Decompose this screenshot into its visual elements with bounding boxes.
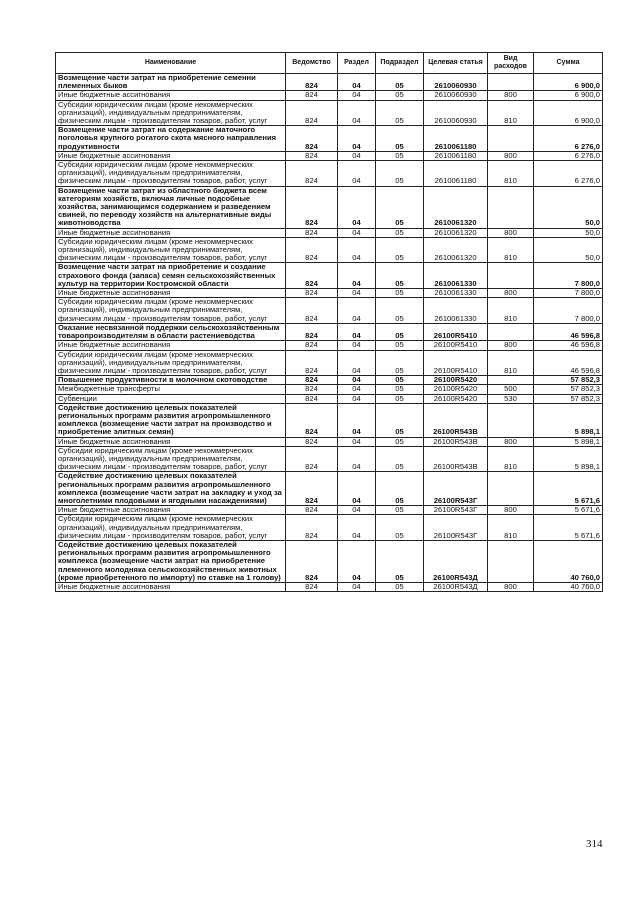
- cell-expense-type: 810: [488, 161, 534, 187]
- cell-razdel: 04: [338, 126, 376, 152]
- cell-expense-type: 800: [488, 437, 534, 446]
- cell-podrazdel: 05: [376, 472, 424, 506]
- cell-expense-type: 800: [488, 506, 534, 515]
- cell-vedomstvo: 824: [286, 237, 338, 263]
- cell-razdel: 04: [338, 151, 376, 160]
- table-row: [56, 323, 603, 340]
- cell-amount: 57 852,3: [534, 385, 603, 394]
- cell-podrazdel: 05: [376, 91, 424, 100]
- cell-podrazdel: 05: [376, 437, 424, 446]
- cell-target-article: 2610061180: [424, 161, 488, 187]
- header-target-article: Целевая статья: [424, 53, 488, 74]
- cell-podrazdel: 05: [376, 403, 424, 437]
- cell-target-article: 26100R5420: [424, 376, 488, 385]
- cell-vedomstvo: 824: [286, 126, 338, 152]
- cell-podrazdel: 05: [376, 385, 424, 394]
- cell-target-article: 2610061180: [424, 151, 488, 160]
- cell-vedomstvo: 824: [286, 540, 338, 582]
- cell-razdel: 04: [338, 228, 376, 237]
- table-row: [56, 540, 603, 582]
- cell-amount: 46 596,8: [534, 341, 603, 350]
- cell-razdel: 04: [338, 446, 376, 472]
- cell-target-article: 26100R543В: [424, 437, 488, 446]
- cell-vedomstvo: 824: [286, 323, 338, 340]
- cell-name: Субсидии юридическим лицам (кроме некоммерческих организаций), индивидуальным предпринимателям, физическим лицам - производителям товаров, работ, услуг: [56, 515, 286, 541]
- cell-target-article: 26100R543В: [424, 446, 488, 472]
- cell-vedomstvo: 824: [286, 506, 338, 515]
- cell-name: Субсидии юридическим лицам (кроме некоммерческих организаций), индивидуальным предпринимателям, физическим лицам - производителям товаров, работ, услуг: [56, 446, 286, 472]
- cell-name: Иные бюджетные ассигнования: [56, 91, 286, 100]
- table-header: [56, 53, 603, 74]
- cell-vedomstvo: 824: [286, 437, 338, 446]
- cell-amount: 50,0: [534, 186, 603, 228]
- cell-podrazdel: 05: [376, 237, 424, 263]
- cell-target-article: 26100R543Г: [424, 506, 488, 515]
- cell-podrazdel: 05: [376, 350, 424, 376]
- cell-name: Содействие достижению целевых показателей региональных программ развития агропромышленного комплекса (возмещение части затрат на закладку и уход за многолетними плодовыми и ягодными насаждениями): [56, 472, 286, 506]
- cell-razdel: 04: [338, 385, 376, 394]
- cell-name: Иные бюджетные ассигнования: [56, 341, 286, 350]
- cell-razdel: 04: [338, 323, 376, 340]
- cell-target-article: 26100R5420: [424, 394, 488, 403]
- cell-expense-type: 810: [488, 237, 534, 263]
- cell-expense-type: 500: [488, 385, 534, 394]
- cell-vedomstvo: 824: [286, 100, 338, 126]
- cell-razdel: 04: [338, 263, 376, 289]
- cell-amount: 6 276,0: [534, 151, 603, 160]
- cell-name: Субсидии юридическим лицам (кроме некоммерческих организаций), индивидуальным предпринимателям, физическим лицам - производителям товаров, работ, услуг: [56, 298, 286, 324]
- cell-podrazdel: 05: [376, 446, 424, 472]
- cell-expense-type: 810: [488, 446, 534, 472]
- cell-podrazdel: 05: [376, 582, 424, 591]
- table-row: [56, 74, 603, 91]
- cell-name: Повышение продуктивности в молочном скотоводстве: [56, 376, 286, 385]
- cell-razdel: 04: [338, 341, 376, 350]
- cell-amount: 5 671,6: [534, 472, 603, 506]
- cell-razdel: 04: [338, 437, 376, 446]
- cell-vedomstvo: 824: [286, 298, 338, 324]
- table-row: [56, 403, 603, 437]
- table-row: [56, 91, 603, 100]
- cell-target-article: 26100R543Г: [424, 472, 488, 506]
- cell-podrazdel: 05: [376, 540, 424, 582]
- header-amount: Сумма: [534, 53, 603, 74]
- cell-vedomstvo: 824: [286, 350, 338, 376]
- cell-expense-type: 800: [488, 151, 534, 160]
- cell-amount: 57 852,3: [534, 376, 603, 385]
- cell-vedomstvo: 824: [286, 263, 338, 289]
- cell-target-article: 2610061330: [424, 263, 488, 289]
- cell-vedomstvo: 824: [286, 151, 338, 160]
- cell-name: Иные бюджетные ассигнования: [56, 506, 286, 515]
- cell-vedomstvo: 824: [286, 91, 338, 100]
- cell-target-article: 2610060930: [424, 91, 488, 100]
- cell-podrazdel: 05: [376, 298, 424, 324]
- table-row: [56, 385, 603, 394]
- cell-amount: 6 900,0: [534, 100, 603, 126]
- cell-razdel: 04: [338, 540, 376, 582]
- cell-vedomstvo: 824: [286, 161, 338, 187]
- cell-name: Иные бюджетные ассигнования: [56, 289, 286, 298]
- header-razdel: Раздел: [338, 53, 376, 74]
- cell-name: Иные бюджетные ассигнования: [56, 151, 286, 160]
- table-row: [56, 515, 603, 541]
- header-name: Наименование: [56, 53, 286, 74]
- table-row: [56, 263, 603, 289]
- cell-vedomstvo: 824: [286, 385, 338, 394]
- cell-amount: 7 800,0: [534, 298, 603, 324]
- cell-name: Содействие достижению целевых показателей региональных программ развития агропромышленного комплекса (возмещение части затрат на производство и приобретение элитных семян): [56, 403, 286, 437]
- cell-name: Иные бюджетные ассигнования: [56, 437, 286, 446]
- cell-target-article: 2610061320: [424, 237, 488, 263]
- cell-razdel: 04: [338, 350, 376, 376]
- cell-razdel: 04: [338, 582, 376, 591]
- cell-expense-type: [488, 126, 534, 152]
- cell-expense-type: [488, 472, 534, 506]
- cell-name: Иные бюджетные ассигнования: [56, 582, 286, 591]
- cell-expense-type: 810: [488, 515, 534, 541]
- cell-target-article: 26100R5410: [424, 341, 488, 350]
- cell-vedomstvo: 824: [286, 289, 338, 298]
- cell-expense-type: 810: [488, 350, 534, 376]
- cell-expense-type: 800: [488, 341, 534, 350]
- cell-vedomstvo: 824: [286, 403, 338, 437]
- cell-podrazdel: 05: [376, 126, 424, 152]
- cell-vedomstvo: 824: [286, 228, 338, 237]
- cell-vedomstvo: 824: [286, 186, 338, 228]
- cell-name: Возмещение части затрат на приобретение и создание страхового фонда (запаса) семян сельскохозяйственных культур на территории Костромской области: [56, 263, 286, 289]
- cell-amount: 5 898,1: [534, 403, 603, 437]
- header-row: [56, 53, 603, 74]
- cell-target-article: 26100R543Д: [424, 582, 488, 591]
- cell-name: Межбюджетные трансферты: [56, 385, 286, 394]
- table-row: [56, 186, 603, 228]
- cell-expense-type: [488, 74, 534, 91]
- cell-target-article: 2610061320: [424, 186, 488, 228]
- cell-amount: 6 900,0: [534, 91, 603, 100]
- table-body: [56, 74, 603, 592]
- cell-expense-type: [488, 403, 534, 437]
- cell-razdel: 04: [338, 161, 376, 187]
- cell-razdel: 04: [338, 298, 376, 324]
- table-row: [56, 228, 603, 237]
- table-row: [56, 126, 603, 152]
- cell-podrazdel: 05: [376, 228, 424, 237]
- cell-expense-type: 530: [488, 394, 534, 403]
- cell-vedomstvo: 824: [286, 341, 338, 350]
- cell-name: Возмещение части затрат на приобретение семенни племенных быков: [56, 74, 286, 91]
- cell-target-article: 2610060930: [424, 100, 488, 126]
- cell-amount: 46 596,8: [534, 323, 603, 340]
- table-row: [56, 298, 603, 324]
- cell-amount: 7 800,0: [534, 289, 603, 298]
- cell-amount: 7 800,0: [534, 263, 603, 289]
- cell-amount: 50,0: [534, 228, 603, 237]
- cell-amount: 5 671,6: [534, 506, 603, 515]
- cell-podrazdel: 05: [376, 341, 424, 350]
- cell-name: Иные бюджетные ассигнования: [56, 228, 286, 237]
- cell-podrazdel: 05: [376, 289, 424, 298]
- table-row: [56, 161, 603, 187]
- cell-target-article: 2610061330: [424, 289, 488, 298]
- header-vedomstvo: Ведомство: [286, 53, 338, 74]
- cell-name: Субсидии юридическим лицам (кроме некоммерческих организаций), индивидуальным предпринимателям, физическим лицам - производителям товаров, работ, услуг: [56, 237, 286, 263]
- cell-expense-type: [488, 540, 534, 582]
- cell-expense-type: 800: [488, 289, 534, 298]
- cell-podrazdel: 05: [376, 515, 424, 541]
- cell-vedomstvo: 824: [286, 582, 338, 591]
- table-row: [56, 100, 603, 126]
- header-podrazdel: Подраздел: [376, 53, 424, 74]
- table-row: [56, 341, 603, 350]
- cell-target-article: 26100R5420: [424, 385, 488, 394]
- cell-razdel: 04: [338, 186, 376, 228]
- cell-vedomstvo: 824: [286, 394, 338, 403]
- cell-target-article: 26100R543Г: [424, 515, 488, 541]
- header-expense-type: Вид расходов: [488, 53, 534, 74]
- cell-razdel: 04: [338, 74, 376, 91]
- cell-razdel: 04: [338, 100, 376, 126]
- cell-podrazdel: 05: [376, 376, 424, 385]
- cell-podrazdel: 05: [376, 186, 424, 228]
- cell-target-article: 26100R543Д: [424, 540, 488, 582]
- cell-expense-type: 810: [488, 298, 534, 324]
- cell-target-article: 26100R543В: [424, 403, 488, 437]
- cell-podrazdel: 05: [376, 263, 424, 289]
- cell-expense-type: 800: [488, 582, 534, 591]
- cell-razdel: 04: [338, 506, 376, 515]
- cell-name: Субсидии юридическим лицам (кроме некоммерческих организаций), индивидуальным предпринимателям, физическим лицам - производителям товаров, работ, услуг: [56, 100, 286, 126]
- table-row: [56, 350, 603, 376]
- cell-expense-type: [488, 263, 534, 289]
- cell-expense-type: 810: [488, 100, 534, 126]
- cell-target-article: 2610061330: [424, 298, 488, 324]
- cell-amount: 40 760,0: [534, 582, 603, 591]
- cell-vedomstvo: 824: [286, 376, 338, 385]
- cell-amount: 40 760,0: [534, 540, 603, 582]
- cell-name: Оказание несвязанной поддержки сельскохозяйственным товаропроизводителям в области растениеводства: [56, 323, 286, 340]
- cell-razdel: 04: [338, 91, 376, 100]
- table-row: [56, 437, 603, 446]
- cell-razdel: 04: [338, 515, 376, 541]
- cell-target-article: 26100R5410: [424, 350, 488, 376]
- cell-name: Субсидии юридическим лицам (кроме некоммерческих организаций), индивидуальным предпринимателям, физическим лицам - производителям товаров, работ, услуг: [56, 350, 286, 376]
- cell-podrazdel: 05: [376, 323, 424, 340]
- cell-amount: 6 900,0: [534, 74, 603, 91]
- cell-razdel: 04: [338, 237, 376, 263]
- table-row: [56, 394, 603, 403]
- cell-target-article: 2610060930: [424, 74, 488, 91]
- cell-amount: 5 898,1: [534, 446, 603, 472]
- cell-podrazdel: 05: [376, 161, 424, 187]
- cell-amount: 5 898,1: [534, 437, 603, 446]
- cell-name: Субсидии юридическим лицам (кроме некоммерческих организаций), индивидуальным предпринимателям, физическим лицам - производителям товаров, работ, услуг: [56, 161, 286, 187]
- cell-podrazdel: 05: [376, 394, 424, 403]
- table-row: [56, 472, 603, 506]
- cell-target-article: 26100R5410: [424, 323, 488, 340]
- cell-name: Субвенции: [56, 394, 286, 403]
- table-row: [56, 237, 603, 263]
- cell-amount: 5 671,6: [534, 515, 603, 541]
- cell-amount: 50,0: [534, 237, 603, 263]
- cell-target-article: 2610061180: [424, 126, 488, 152]
- cell-amount: 6 276,0: [534, 161, 603, 187]
- cell-podrazdel: 05: [376, 151, 424, 160]
- cell-vedomstvo: 824: [286, 472, 338, 506]
- cell-amount: 6 276,0: [534, 126, 603, 152]
- cell-vedomstvo: 824: [286, 74, 338, 91]
- cell-name: Возмещение части затрат на содержание маточного поголовья крупного рогатого скота мясного направления продуктивности: [56, 126, 286, 152]
- cell-expense-type: [488, 323, 534, 340]
- cell-vedomstvo: 824: [286, 515, 338, 541]
- cell-vedomstvo: 824: [286, 446, 338, 472]
- cell-razdel: 04: [338, 403, 376, 437]
- cell-name: Возмещение части затрат из областного бюджета всем категориям хозяйств, включая личные подсобные хозяйства, занимающимся содержанием и разведением свиней, по переводу хозяйств на альтернативные виды животноводства: [56, 186, 286, 228]
- cell-amount: 57 852,3: [534, 394, 603, 403]
- cell-name: Содействие достижению целевых показателей региональных программ развития агропромышленного комплекса (возмещение части затрат на приобретение племенного молодняка сельскохозяйственных животных (кроме приобретенного по импорту) по ставке на 1 голову): [56, 540, 286, 582]
- cell-podrazdel: 05: [376, 74, 424, 91]
- cell-target-article: 2610061320: [424, 228, 488, 237]
- cell-razdel: 04: [338, 472, 376, 506]
- budget-table: [55, 52, 603, 592]
- table-row: [56, 446, 603, 472]
- cell-razdel: 04: [338, 289, 376, 298]
- cell-expense-type: 800: [488, 91, 534, 100]
- table-row: [56, 582, 603, 591]
- cell-expense-type: 800: [488, 228, 534, 237]
- cell-amount: 46 596,8: [534, 350, 603, 376]
- cell-expense-type: [488, 186, 534, 228]
- cell-razdel: 04: [338, 394, 376, 403]
- cell-podrazdel: 05: [376, 100, 424, 126]
- cell-razdel: 04: [338, 376, 376, 385]
- page-number: 314: [586, 838, 603, 850]
- cell-podrazdel: 05: [376, 506, 424, 515]
